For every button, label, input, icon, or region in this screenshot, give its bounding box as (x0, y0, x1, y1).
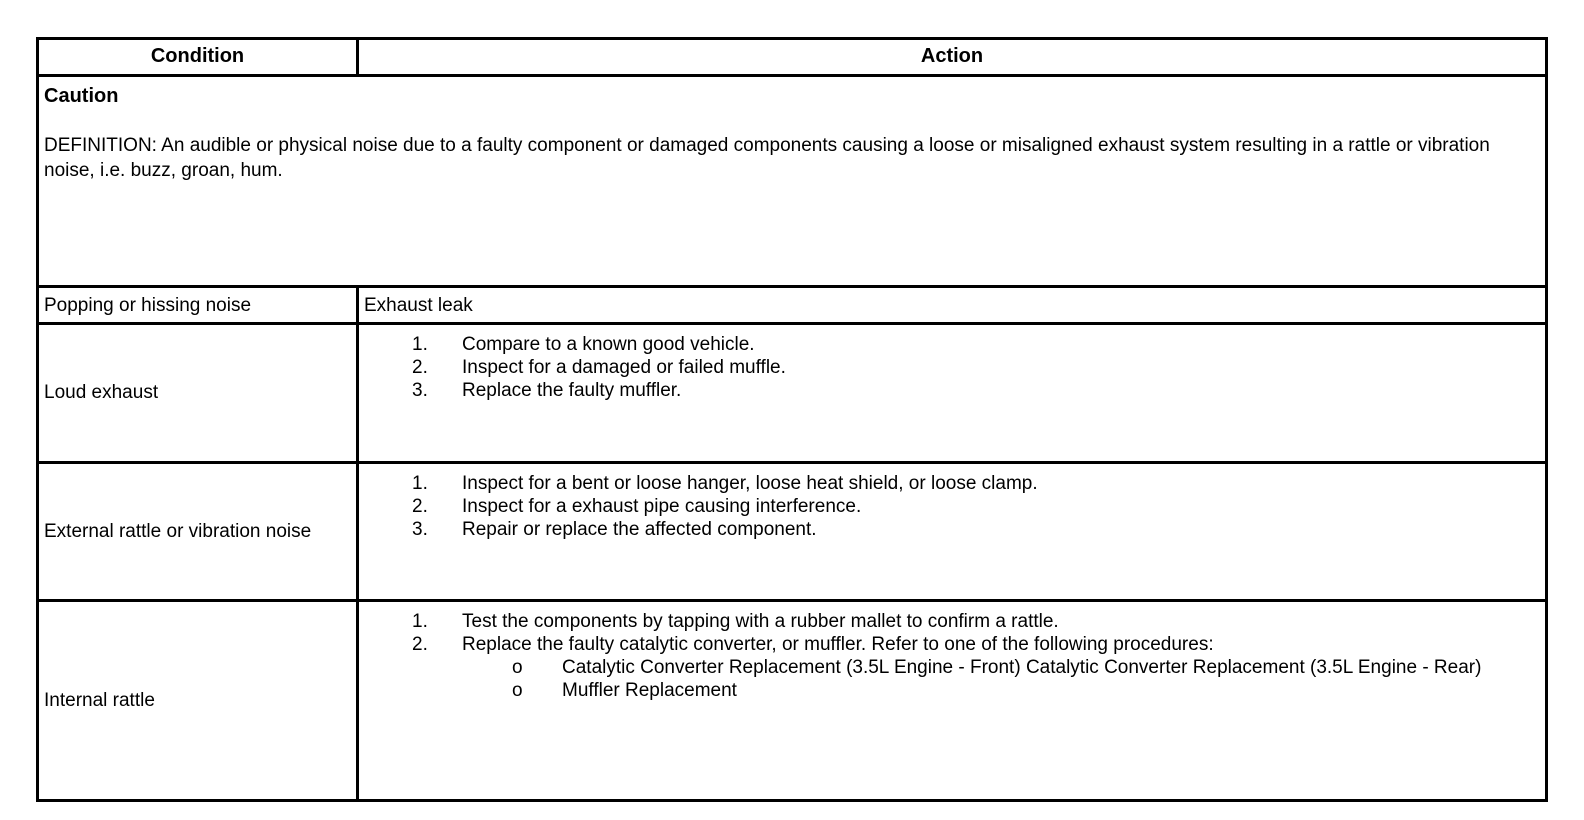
step-number: 2. (412, 633, 428, 655)
step-list (364, 333, 1540, 402)
caution-cell (38, 75, 1547, 286)
condition-cell: Popping or hissing noise (38, 287, 358, 324)
action-cell (358, 324, 1547, 462)
step-text: Inspect for a damaged or failed muffle. (462, 357, 786, 379)
step-number: 1. (412, 472, 428, 494)
step-number: 3. (412, 518, 428, 540)
step-item (412, 356, 1540, 379)
sub-list (462, 656, 1540, 702)
step-text: Replace the faulty muffler. (462, 380, 682, 402)
action-cell: Exhaust leak (358, 287, 1547, 324)
header-condition: Condition (38, 39, 358, 76)
step-item (412, 495, 1540, 518)
step-number: 1. (412, 610, 428, 632)
diagnostic-table (36, 37, 1548, 802)
step-number: 2. (412, 357, 428, 379)
step-item (412, 333, 1540, 356)
caution-title: Caution (44, 84, 119, 107)
condition-cell: Internal rattle (38, 600, 358, 800)
step-item (412, 610, 1540, 633)
step-item (412, 472, 1540, 495)
table-row (38, 600, 1547, 800)
step-text (462, 633, 1540, 702)
step-number: 1. (412, 334, 428, 356)
table-row (38, 287, 1547, 324)
step-list (364, 472, 1540, 541)
step-item (412, 633, 1540, 702)
step-text-content: Replace the faulty catalytic converter, or muffler. Refer to one of the following procedures: (462, 633, 1214, 655)
caution-row (38, 75, 1547, 286)
step-text: Inspect for a exhaust pipe causing interference. (462, 495, 862, 517)
caution-definition: DEFINITION: An audible or physical noise due to a faulty component or damaged components causing a loose or misaligned exhaust system resulting in a rattle or vibration noise, i.e. buzz, groan, hum. (44, 134, 1490, 181)
step-text: Inspect for a bent or loose hanger, loose heat shield, or loose clamp. (462, 472, 1038, 494)
step-number: 3. (412, 380, 428, 402)
action-cell (358, 600, 1547, 800)
step-text: Test the components by tapping with a rubber mallet to confirm a rattle. (462, 610, 1059, 632)
action-cell (358, 462, 1547, 600)
step-text: Compare to a known good vehicle. (462, 334, 755, 356)
sub-text: Muffler Replacement (562, 679, 737, 701)
sub-bullet: o (512, 679, 523, 701)
condition-cell: Loud exhaust (38, 324, 358, 462)
sub-item (512, 656, 1540, 679)
step-list (364, 610, 1540, 702)
condition-cell: External rattle or vibration noise (38, 462, 358, 600)
table-header-row (38, 39, 1547, 76)
header-action: Action (358, 39, 1547, 76)
sub-item (512, 679, 1540, 702)
step-item (412, 518, 1540, 541)
sub-bullet: o (512, 656, 523, 678)
sub-text: Catalytic Converter Replacement (3.5L Engine - Front) Catalytic Converter Replacement (3.5L Engine - Rear) (562, 656, 1482, 678)
step-item (412, 379, 1540, 402)
step-text: Repair or replace the affected component. (462, 518, 817, 540)
table-row (38, 462, 1547, 600)
table-row (38, 324, 1547, 462)
step-number: 2. (412, 495, 428, 517)
